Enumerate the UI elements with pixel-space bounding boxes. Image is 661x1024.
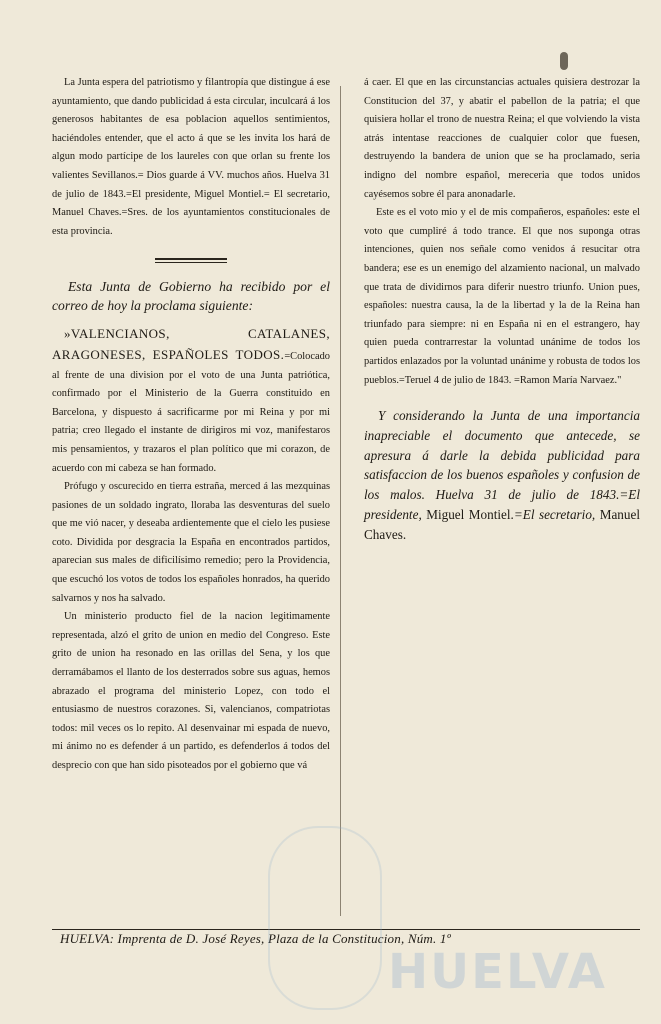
watermark-text: HUELVA (388, 944, 607, 1000)
announcement: Esta Junta de Gobierno ha recibido por el correo de hoy la proclama siguiente: (52, 279, 330, 314)
intro-paragraph: La Junta espera del patriotismo y filantropía que distingue á ese ayuntamiento, que dando publicidad á esta circular, inculcará á los generosos habitantes de esa poblacion aquellos sentimientos, haciéndoles entender, que el acto á que se les invita los hará de algun modo partícipe de los laureles con que orlan su frente los valientes Sevillanos.= Dios guarde á VV. muchos años. Huelva 31 de julio de 1843.=El presidente, Miguel Montiel.= El secretario, Manuel Chaves.=Sres. de los ayuntamientos constitucionales de esta provincia. (52, 77, 330, 237)
closing-paragraph (364, 406, 640, 545)
signatory-secretary: Manuel Chaves. (364, 507, 641, 542)
proclamation-paragraph-5: Este es el voto mio y el de mis compañeros, españoles: este el voto que cumpliré á todo trance. El que nos suponga otras intenciones, quien nos señale como venidos á resucitar otra bandera; ese es un enemigo del alzamiento nacional, un malvado que trata de dividirnos para diferir nuestro triunfo. Union pues, españoles: nuestra causa, la de la libertad y la de la Reina han triunfado para siempre: ni en España ni en el estrangero, hay quien pueda contrarrestar la voluntad unánime de todos los partidos enlazados por la voluntad unánime y robusta de todos los pueblos.=Teruel 4 de julio de 1843. =Ramon María Narvaez." (364, 207, 640, 386)
proclamation-paragraph-2: Prófugo y oscurecido en tierra estraña, merced á las mezquinas pasiones de un soldado ingrato, lloraba las desventuras del suelo que me vió nacer, y deseaba ardientemente que el cielo les pusiese coto. Dividida por desgracia la España en encontrados partidos, aparecian sus males de dificilísimo remedio; pero la Providencia, que escuchó los votos de todos los españoles honrados, ha querido salvarnos y nos ha salvado. (52, 481, 330, 604)
proclamation-heading: »VALENCIANOS, CATALANES, ARAGONESES, ESPAÑOLES TODOS. (52, 326, 330, 362)
section-separator (155, 258, 227, 263)
proclamation-p1-text: =Colocado al frente de una division por el voto de una Junta patriótica, confirmado por el Ministerio de la Guerra constituido en Barcelona, y dispuesto á sacrificarme por mi Reina y por mi patria; creo llegado el instante de dirigiros mi voz, manifestaros mis pensamientos, y trazaros el plan político que mi corazon, de acuerdo con mi cabeza se han formado. (52, 350, 330, 474)
footer-imprint: HUELVA: Imprenta de D. José Reyes, Plaza de la Constitucion, Núm. 1º (60, 931, 451, 946)
proclamation-paragraph-1 (52, 325, 330, 478)
left-column (52, 74, 330, 776)
archive-stamp (268, 826, 382, 1010)
closing-text: Y considerando la Junta de una importancia inapreciable el documento que antecede, se apresura á darle la debida publicidad para satisfaccion de los buenos españoles y confusion de los malos. Huelva 31 de julio de 1843.=El presidente, (364, 408, 640, 523)
page-mark (560, 52, 568, 70)
closing-secretary-label: =El secretario, (513, 507, 596, 523)
proclamation-paragraph-4: á caer. El que en las circunstancias actuales quisiera destrozar la Constitucion del 37, y abatir el pabellon de la patria; el que quisiera hollar el trono de nuestra Reina; el que volviendo la vista atrás intentase reacciones de cualquier color que fuesen, destruyendo la bandera de union que se ha proclamado, seria indigno del nombre español, mereceria que todos unidos cayésemos sobre él para anonadarle. (364, 77, 640, 200)
signatory-president: Miguel Montiel. (426, 507, 514, 523)
column-divider (340, 86, 341, 916)
proclamation-paragraph-3: Un ministerio producto fiel de la nacion legitimamente representada, alzó el grito de union en medio del Congreso. Este grito de union ha resonado en las orillas del Sena, y los que derramábamos el llanto de los desterrados sobre sus aguas, hemos abrazado el programa del ministerio Lopez, con todo el entusiasmo de nuestros corazones. Si, valencianos, compatriotas todos: mil veces os lo repito. Al desenvainar mi espada de nuevo, mi ánimo no es defender á un partido, es defenderlos á todos del desprecio con que han sido pisoteados por el gobierno que vá (52, 611, 330, 771)
right-column (364, 74, 640, 545)
